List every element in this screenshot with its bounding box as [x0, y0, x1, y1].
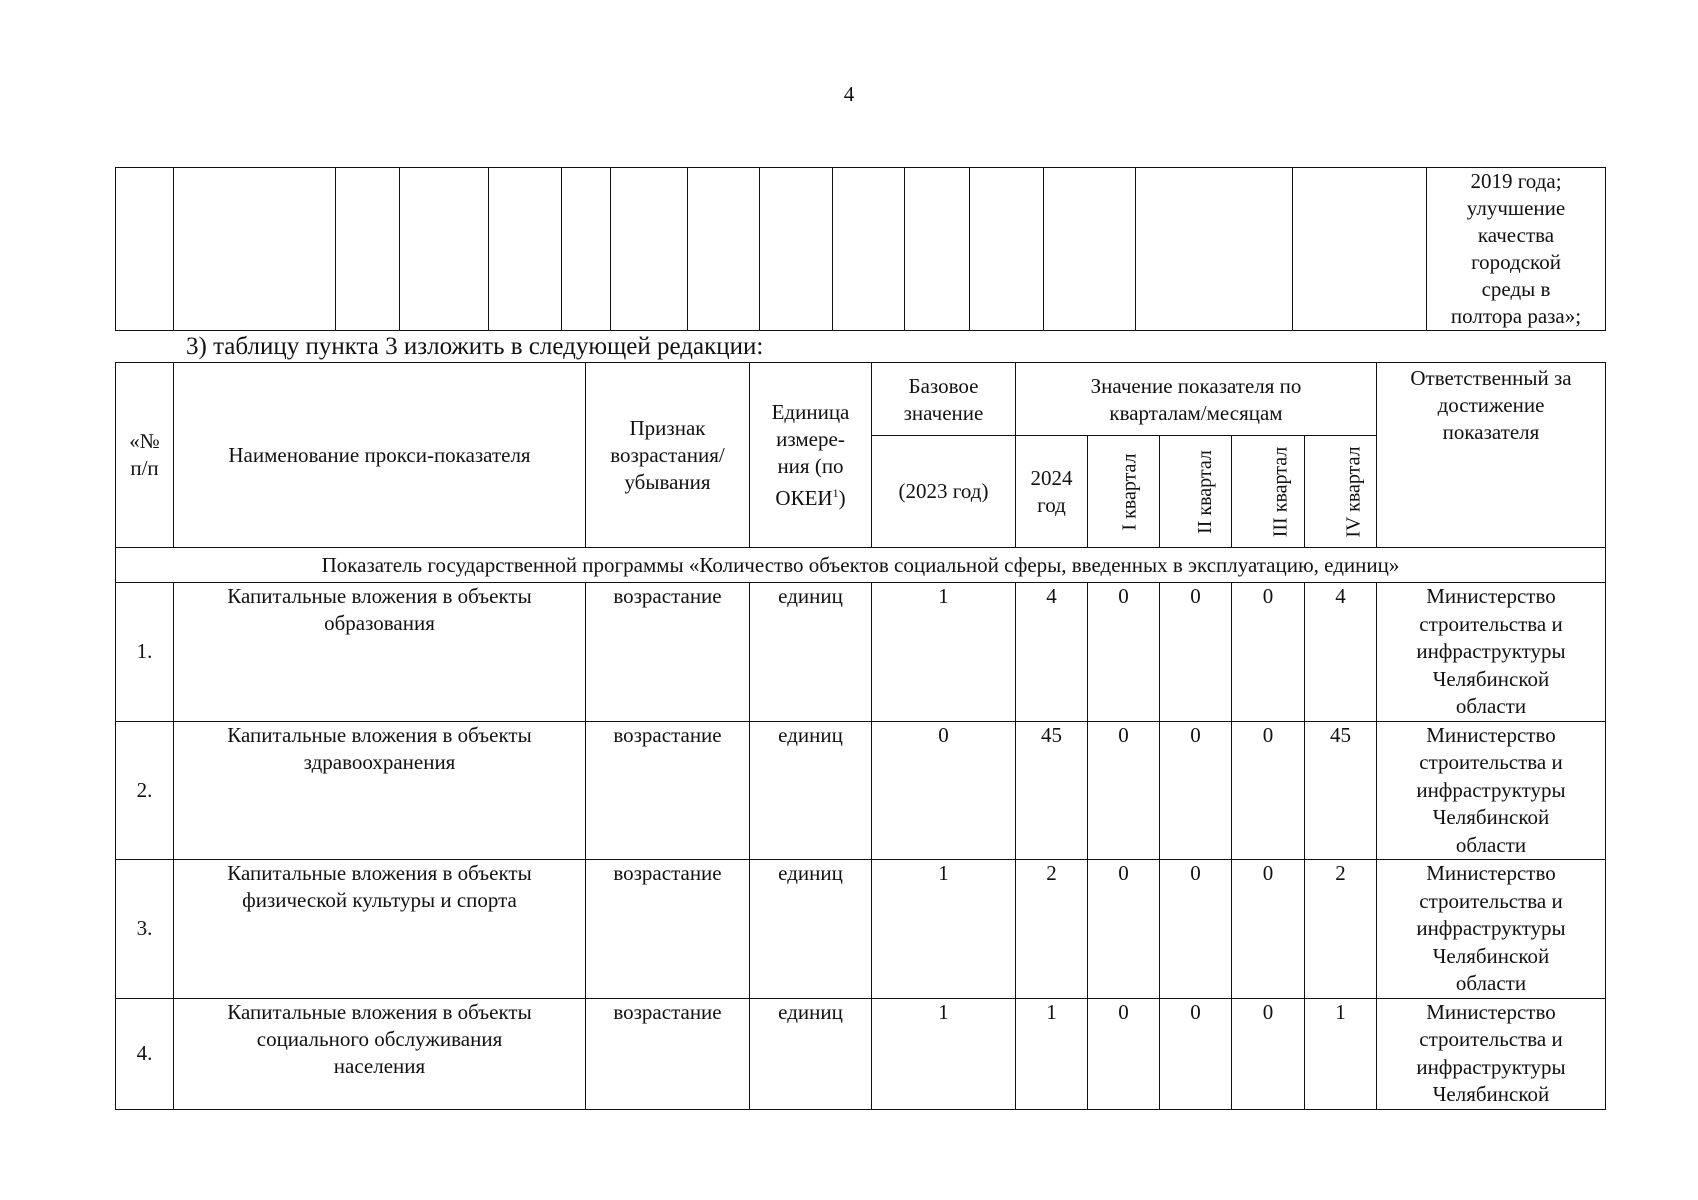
row-responsible: Министерство строительства и инфраструктуры Челябинской области [1377, 721, 1606, 860]
row-q1: 0 [1088, 583, 1160, 722]
row-trend: возрастание [586, 721, 750, 860]
header-base-year: (2023 год) [872, 436, 1016, 548]
header-quarter-2: II квартал [1160, 436, 1232, 548]
row-q4: 4 [1305, 583, 1377, 722]
row-responsible: Министерство строительства и инфраструктуры Челябинской [1377, 998, 1606, 1109]
footnote-mark: 1 [832, 485, 839, 500]
row-responsible: Министерство строительства и инфраструктуры Челябинской области [1377, 583, 1606, 722]
row-q3: 0 [1232, 583, 1305, 722]
header-num: «№ п/п [116, 363, 174, 548]
row-q1: 0 [1088, 998, 1160, 1109]
row-q2: 0 [1160, 583, 1232, 722]
row-num: 1. [116, 583, 174, 722]
header-quarter-3: III квартал [1232, 436, 1305, 548]
table-row [116, 583, 1606, 722]
row-unit: единиц [750, 998, 872, 1109]
table-row [116, 998, 1606, 1109]
header-unit: Единица измере- ния (по ОКЕИ$^1$) [750, 363, 872, 548]
row-base: 1 [872, 998, 1016, 1109]
row-num: 4. [116, 998, 174, 1109]
row-trend: возрастание [586, 998, 750, 1109]
row-q1: 0 [1088, 721, 1160, 860]
header-row-1 [116, 363, 1606, 436]
row-year: 1 [1016, 998, 1088, 1109]
table-row [116, 721, 1606, 860]
row-q2: 0 [1160, 721, 1232, 860]
header-quarter-4: IV квартал [1305, 436, 1377, 548]
section-row [116, 548, 1606, 583]
row-base: 0 [872, 721, 1016, 860]
note-line: полтора раза»; [1450, 304, 1582, 328]
row-q4: 45 [1305, 721, 1377, 860]
header-responsible: Ответственный за достижение показателя [1377, 363, 1606, 548]
row-year: 45 [1016, 721, 1088, 860]
page-number: 4 [843, 82, 855, 106]
indicator-table [115, 362, 1606, 1110]
table-row [116, 860, 1606, 999]
note-line: 2019 года; [1470, 169, 1562, 193]
row-q2: 0 [1160, 860, 1232, 999]
row-name: Капитальные вложения в объекты образования [174, 583, 586, 722]
header-trend: Признак возрастания/ убывания [586, 363, 750, 548]
row-responsible: Министерство строительства и инфраструктуры Челябинской области [1377, 860, 1606, 999]
header-name: Наименование прокси-показателя [174, 363, 586, 548]
row-num: 2. [116, 721, 174, 860]
instruction-text: 3) таблицу пункта 3 изложить в следующей редакции: [186, 333, 764, 360]
row-name: Капитальные вложения в объекты здравоохранения [174, 721, 586, 860]
row-num: 3. [116, 860, 174, 999]
header-year: 2024 год [1016, 436, 1088, 548]
row-q3: 0 [1232, 721, 1305, 860]
fragment-note-cell [1427, 168, 1606, 331]
row-q4: 1 [1305, 998, 1377, 1109]
header-base: Базовое значение [872, 363, 1016, 436]
section-title: Показатель государственной программы «Количество объектов социальной сферы, введенных в эксплуатацию, единиц» [116, 548, 1606, 583]
row-base: 1 [872, 860, 1016, 999]
row-q3: 0 [1232, 998, 1305, 1109]
row-name: Капитальные вложения в объекты физической культуры и спорта [174, 860, 586, 999]
row-q3: 0 [1232, 860, 1305, 999]
fragment-row [116, 168, 1606, 331]
row-unit: единиц [750, 583, 872, 722]
row-q1: 0 [1088, 860, 1160, 999]
note-line: качества [1477, 223, 1555, 247]
row-year: 4 [1016, 583, 1088, 722]
row-unit: единиц [750, 721, 872, 860]
header-quarter-1: I квартал [1088, 436, 1160, 548]
previous-table-fragment [115, 167, 1606, 331]
row-trend: возрастание [586, 860, 750, 999]
row-q4: 2 [1305, 860, 1377, 999]
note-line: среды в [1481, 277, 1551, 301]
note-line: улучшение [1466, 196, 1566, 220]
row-trend: возрастание [586, 583, 750, 722]
row-base: 1 [872, 583, 1016, 722]
row-q2: 0 [1160, 998, 1232, 1109]
note-line: городской [1471, 250, 1561, 274]
row-year: 2 [1016, 860, 1088, 999]
row-unit: единиц [750, 860, 872, 999]
header-values-group: Значение показателя по кварталам/месяцам [1016, 363, 1377, 436]
row-name: Капитальные вложения в объекты социального обслуживания населения [174, 998, 586, 1109]
